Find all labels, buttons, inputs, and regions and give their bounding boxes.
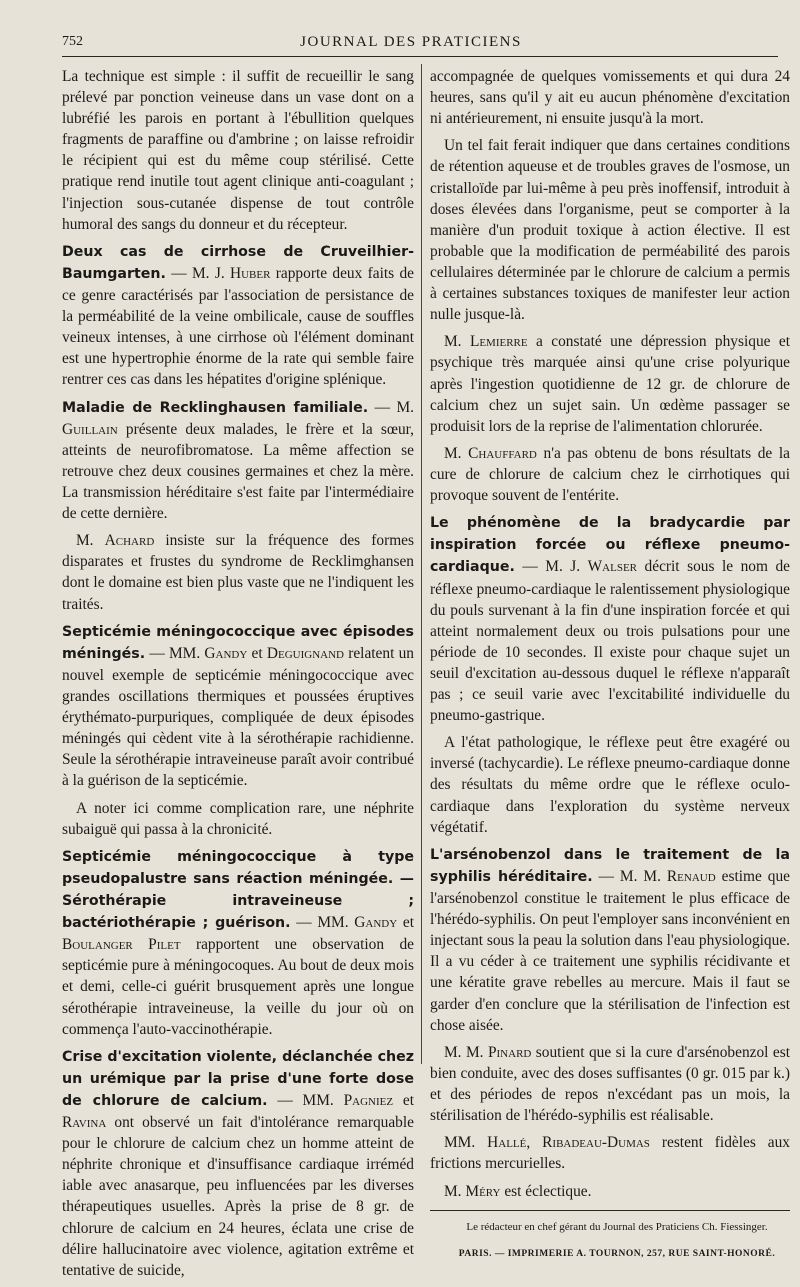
- paragraph-lemierre: M. Lemierre a constaté une dépression physique et psychique très marquée ainsi qu'une crise polyurique après l'ingestion quotidienne de 12 gr. de chlorure de calcium chez un sujet sain. Un œdème passager se produisit lors de la reprise de l'alimentation chlorurée.: [430, 333, 790, 435]
- paragraph-achard: M. Achard insiste sur la fréquence des formes disparates et frustes du syndrome de Recklimghansen dont le domaine est bien plus vaste que ne l'indiquent les traités.: [62, 532, 414, 613]
- section-septicemie-pseudopalustre: Septicémie méningococcique à type pseudopalustre sans réaction méningée. — Sérothérapie intraveineuse ; bactériothérapie ; guérison. — MM. Gandy et Boulanger Pilet rapportent une observation de septicémie pure à méningocoques. Au bout de deux mois et demi, celle-ci guérit brusquement après une longue sérothérapie intraveineuse, la veille du jour où on commença l'auto-vaccinothérapie.: [62, 848, 414, 1038]
- printer-line: PARIS. — IMPRIMERIE A. TOURNON, 257, RUE SAINT-HONORÉ.: [458, 1248, 776, 1259]
- author-name: Lemierre: [469, 333, 528, 351]
- page-number: 752: [62, 34, 83, 49]
- author-name: Deguignand: [266, 644, 344, 662]
- left-column: [62, 66, 414, 1287]
- paragraph-nephrite-note: A noter ici comme complication rare, une néphrite subaiguë qui passa à la chronicité.: [62, 799, 414, 838]
- right-column: [430, 66, 790, 1271]
- header-rule: [62, 56, 778, 57]
- section-crise-excitation: Crise d'excitation violente, déclanchée chez un urémique par la prise d'une forte dose de chlorure de calcium. — MM. Pagniez et Ravina ont observé un fait d'intolérance remarquable pour le chlorure de calcium chez un homme atteint de néphrite chronique et d'insuffisance cardiaque irréméd iable avec anasarque, peu influencées par les diverses thérapeutiques usuelles. Après la prise de 8 gr. de chlorure de calcium en 24 heures, éclata une crise de délire hallucinatoire avec violence, agitation extrême et tentative de suicide,: [62, 1048, 414, 1279]
- author-name: Pagniez: [343, 1091, 394, 1109]
- section-bradycardie: Le phénomène de la bradycardie par inspiration forcée ou réflexe pneumo-cardiaque. — M. J. Walser décrit sous le nom de réflexe pneumo-cardiaque le ralentissement physiologique du pouls survenant à la fin d'une inspiration forcée et qui atteint normalement deux ou trois pulsations pour une période de 10 secondes. Il existe pour chaque sujet un seuil d'excitation au-dessous duquel le réflexe n'apparaît pas ; ce seuil varie avec l'excitabilité individuelle du pneumo-gastrique.: [430, 515, 790, 725]
- paragraph-halle: MM. Hallé, Ribadeau-Dumas restent fidèles aux frictions mercurielles.: [430, 1134, 790, 1173]
- paragraph-etat-pathologique: A l'état pathologique, le réflexe peut être exagéré ou inversé (tachycardie). Le réflexe pneumo-cardiaque donne des résultats du même ordre que le réflexe oculo-cardiaque dans l'exploration du système nerveux végétatif.: [430, 734, 790, 836]
- section-title: Crise d'excitation violente, déclanchée chez un urémique par la prise d'une forte dose de chlorure de calcium.: [62, 1048, 414, 1109]
- journal-title: JOURNAL DES PRATICIENS: [300, 34, 522, 50]
- author-name: Guillain: [62, 420, 118, 438]
- author-name: Gandy: [354, 914, 398, 932]
- section-title: Le phénomène de la bradycardie par inspiration forcée ou réflexe pneumo-cardiaque.: [430, 515, 790, 576]
- page-header: [62, 34, 760, 56]
- author-name: Boulanger Pilet: [62, 936, 181, 954]
- section-title: Septicémie méningococcique avec épisodes méningés.: [62, 623, 414, 662]
- paragraph-chauffard: M. Chauffard n'a pas obtenu de bons résultats de la cure de chlorure de calcium chez le cirrhotiques qui provoque souvent de l'entérite.: [430, 444, 790, 505]
- author-name: Achard: [104, 532, 155, 550]
- editor-line: Le rédacteur en chef gérant du Journal des Praticiens Ch. Fiessinger.: [466, 1220, 768, 1233]
- author-name: Méry: [465, 1182, 501, 1200]
- author-name: Walser: [587, 558, 638, 576]
- author-name: Ravina: [62, 1114, 107, 1132]
- column-divider: [421, 64, 422, 1064]
- paragraph-technique: La technique est simple : il suffit de recueillir le sang prélevé par ponction veineuse dans un vase dont on a lubréfié les parois en portant à l'ébullition quelques fragments de paraffine ou d'ambrine ; on laisse refroidir le récipient qui est du même coup stérilisé. Cette pratique rend inutile tout agent clinique anti-coagulant ; l'injection sous-cutanée dispense de tout contrôle humoral des sangs du donneur et du récepteur.: [62, 68, 414, 233]
- author-name: Gandy: [204, 644, 248, 662]
- section-septicemie-meningee: Septicémie méningococcique avec épisodes méningés. — MM. Gandy et Deguignand relatent un nouvel exemple de septicémie méningococcique avec grandes oscillations thermiques et poussées éruptives érythémato-purpuriques, compliquée de deux épisodes méningés qui cèdent vite à la sérothérapie rachidienne. Seule la sérothérapie intraveineuse paraît avoir contribué à la guérison de la septicémie.: [62, 623, 414, 790]
- author-name: Chauffard: [468, 444, 537, 462]
- author-name: Ribadeau-Dumas: [542, 1134, 650, 1152]
- section-title: Maladie de Recklinghausen familiale.: [62, 399, 369, 416]
- paragraph-continuation: accompagnée de quelques vomissements et qui dura 24 heures, sans qu'il y ait eu aucun phénomène d'excitation ni antérieurement, ni ensuite jusqu'à la mort.: [430, 68, 790, 128]
- section-title: L'arsénobenzol dans le traitement de la syphilis héréditaire.: [430, 846, 790, 885]
- section-cirrhose: Deux cas de cirrhose de Cruveilhier-Baumgarten. — M. J. Huber rapporte deux faits de ce genre caractérisés par l'association de persistance de la perméabilité de la veine ombilicale, cause de souffles veineux intenses, à une cirrhose où l'élément dominant est une hypertrophie énorme de la rate qui semble faire rentrer ces cas dans les hépatites d'origine splénique.: [62, 243, 414, 389]
- footer-rule: [430, 1210, 790, 1211]
- paragraph-osmose: Un tel fait ferait indiquer que dans certaines conditions de rétention aqueuse et de troubles graves de l'osmose, un cristalloïde par lui-même à peu près inoffensif, introduit à doses élevées dans l'organisme, peut se comporter à la manière d'un produit toxique à action élective. Il est probable que la modification de perméabilité des parois cellulaires déterminée par le chlorure de calcium a permis à certaines substances toxiques de manifester leur action nulle jusque-là.: [430, 137, 790, 324]
- paragraph-pinard: M. M. Pinard soutient que si la cure d'arsénobenzol est bien conduite, avec des doses suffisantes (0 gr. 015 par k.) et des périodes de repos n'excédant pas un mois, la stérilisation de l'hérédo-syphilis est réalisable.: [430, 1043, 790, 1125]
- author-name: Hallé: [487, 1134, 527, 1152]
- section-title: Septicémie méningococcique à type pseudopalustre sans réaction méningée. — Sérothérapie intraveineuse ; bactériothérapie ; guérison.: [62, 848, 414, 932]
- author-name: Renaud: [666, 867, 716, 885]
- section-arsenobenzol: L'arsénobenzol dans le traitement de la syphilis héréditaire. — M. M. Renaud estime que l'arsénobenzol constitue le traitement le plus efficace de l'hérédo-syphilis. On peut l'employer sans inconvénient en injectant sous la peau la solution dans l'eau physiologique. Il a vu céder à ce traitement une syphilis récidivante et une kératite grave rebelles au mercure. Mais il faut se garder d'en conclure que la stérilisation de l'infection est chose aisée.: [430, 846, 790, 1034]
- paragraph-mery: M. Méry est éclectique.: [444, 1182, 592, 1200]
- section-title: Deux cas de cirrhose de Cruveilhier-Baumgarten.: [62, 243, 414, 282]
- author-name: Pinard: [487, 1043, 532, 1061]
- section-recklinghausen: Maladie de Recklinghausen familiale. — M. Guillain présente deux malades, le frère et la sœur, atteints de neurofibromatose. La même affection se retrouve chez deux cousines germaines et chez la mère. La transmission héréditaire s'est faite par l'intermédiaire de cette dernière.: [62, 398, 414, 523]
- author-name: Huber: [230, 264, 271, 282]
